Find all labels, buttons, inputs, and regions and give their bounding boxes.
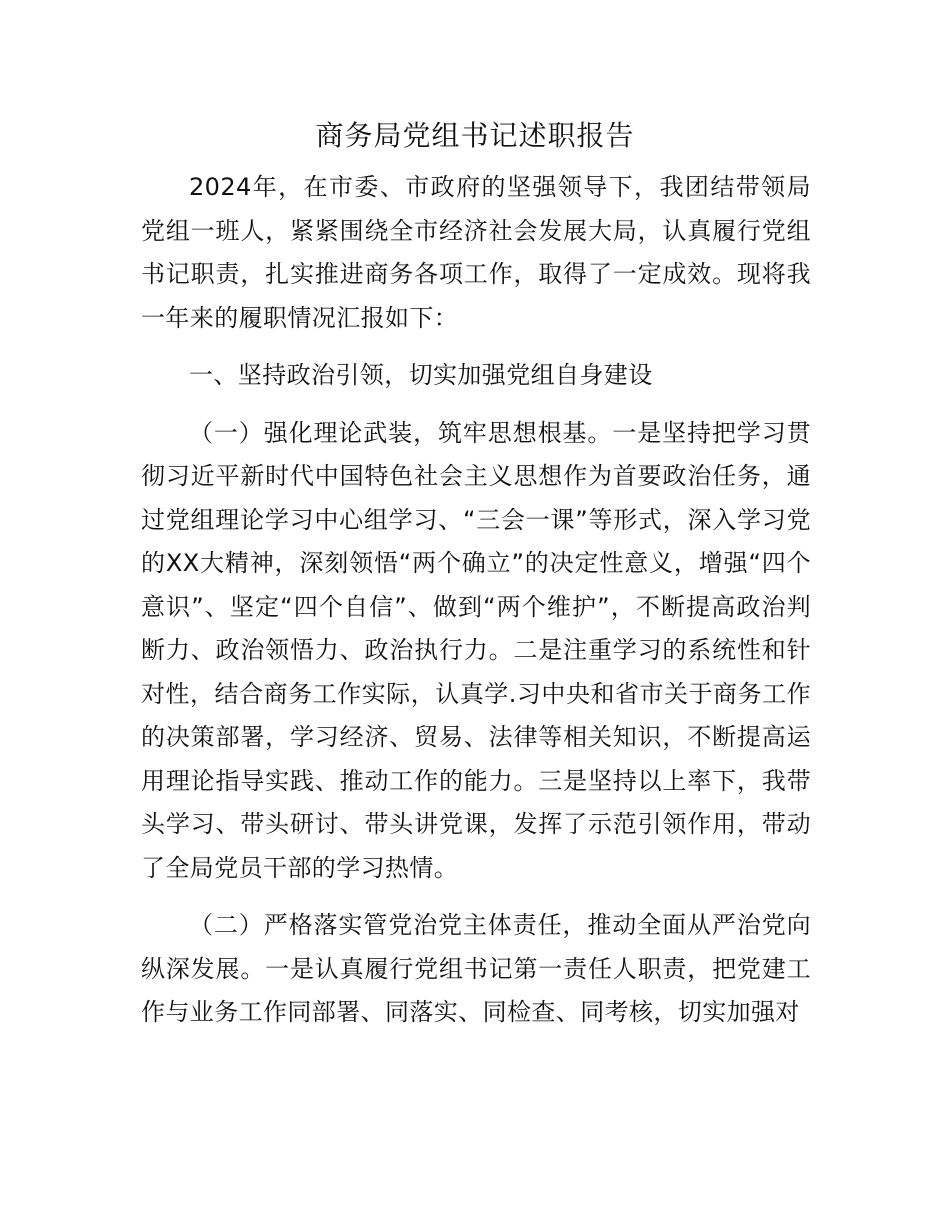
subsection-paragraph-1: （一）强化理论武装，筑牢思想根基。一是坚持把学习贯彻习近平新时代中国特色社会主义思想作为首要政治任务，通过党组理论学习中心组学习、“三会一课”等形式，深入学习党的XX大精神，深刻领悟“两个确立”的决定性意义，增强“四个意识”、坚定“四个自信”、做到“两个维护”，不断提高政治判断力、政治领悟力、政治执行力。二是注重学习的系统性和针对性，结合商务工作实际，认真学.习中央和省市关于商务工作的决策部署，学习经济、贸易、法律等相关知识，不断提高运用理论指导实践、推动工作的能力。三是坚持以上率下，我带头学习、带头研讨、带头讲党课，发挥了示范引领作用，带动了全局党员干部的学习热情。 <box>141 418 811 882</box>
document-body <box>141 166 811 1049</box>
section-heading-1: 一、坚持政治引领，切实加强党组自身建设 <box>189 361 653 389</box>
subsection-paragraph-2: （二）严格落实管党治党主体责任，推动全面从严治党向纵深发展。一是认真履行党组书记第一责任人职责，把党建工作与业务工作同部署、同落实、同检查、同考核，切实加强对 <box>141 911 811 1026</box>
document-title: 商务局党组书记述职报告 <box>315 119 635 152</box>
intro-paragraph: 2024年，在市委、市政府的坚强领导下，我团结带领局党组一班人，紧紧围绕全市经济社会发展大局，认真履行党组书记职责，扎实推进商务各项工作，取得了一定成效。现将我一年来的履职情况汇报如下： <box>141 173 811 332</box>
